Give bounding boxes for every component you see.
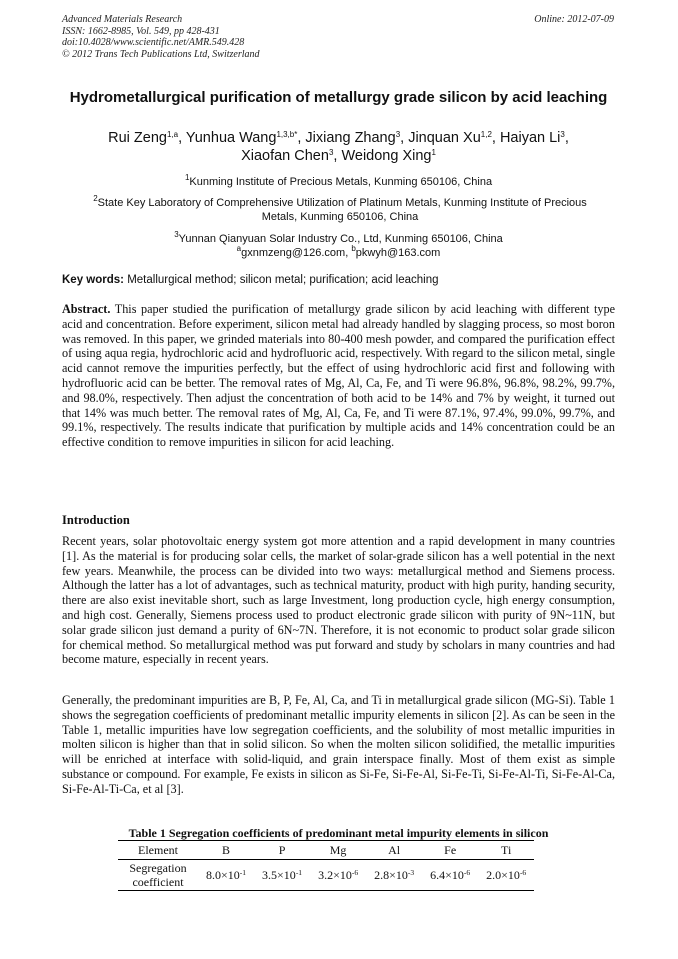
table-header-cell: Element bbox=[118, 841, 198, 860]
segregation-table bbox=[118, 840, 534, 891]
author: Jixiang Zhang$^3$, bbox=[305, 130, 409, 146]
table-header-cell: Mg bbox=[310, 841, 366, 860]
table-cell: $8.0\times 10^{-1}$ bbox=[198, 860, 254, 891]
table-header-cell: Fe bbox=[422, 841, 478, 860]
author: Xiaofan Chen$^3$, bbox=[241, 148, 342, 164]
table-cell: $3.2\times 10^{-6}$ bbox=[310, 860, 366, 891]
email-b: pkwyh@163.com bbox=[355, 247, 441, 259]
author: Yunhua Wang$^{1,3,b*}$, bbox=[185, 130, 306, 146]
doi: doi:10.4028/www.scientific.net/AMR.549.428 bbox=[62, 37, 245, 48]
table-row bbox=[118, 860, 534, 891]
keywords-label: Key words: bbox=[62, 274, 124, 286]
table-header-cell: P bbox=[254, 841, 310, 860]
affiliation-2: $^2$State Key Laboratory of Comprehensive Utilization of Platinum Metals, Kunming Institute of Precious Metals, Kunming 650106, China bbox=[93, 194, 587, 223]
keywords bbox=[62, 274, 615, 286]
paper-title: Hydrometallurgical purification of metallurgy grade silicon by acid leaching bbox=[69, 89, 608, 106]
introduction-paragraph-2: Generally, the predominant impurities are B, P, Fe, Al, Ca, and Ti in metallurgical grade silicon (MG-Si). Table 1 shows the segregation coefficients of predominant metallic impurity elements in silicon [2]. As can be seen in the Table 1, metallic impurities have low segregation coefficients, and the solubility of most metallic impurities in molten silicon is higher than that in solid silicon. So when the molten silicon solidified, the metallic impurities will be enriched at interface with solid-liquid, and grain interspace finally. Most of them exist as simple substance or compound. For example, Fe exists in silicon as Si-Fe, Si-Fe-Al, Si-Fe-Ti, Si-Fe-Al-Ti, Si-Fe-Al-Ca, Si-Fe-Al-Ti-Ca, et al [3]. bbox=[62, 693, 615, 796]
author: Jinquan Xu$^{1,2}$, bbox=[408, 130, 500, 146]
abstract bbox=[62, 302, 615, 450]
table-caption: Table 1 Segregation coefficients of predominant metal impurity elements in silicon bbox=[128, 826, 549, 840]
table-cell: $6.4\times 10^{-6}$ bbox=[422, 860, 478, 891]
introduction-heading: Introduction bbox=[62, 513, 130, 527]
affiliation-1: $^1$Kunming Institute of Precious Metals, Kunming 650106, China bbox=[184, 173, 493, 188]
email-a: gxnmzeng@126.com bbox=[241, 247, 346, 259]
issn: ISSN: 1662-8985, Vol. 549, pp 428-431 bbox=[62, 25, 220, 37]
author: Haiyan Li$^3$, bbox=[499, 130, 569, 146]
table-cell: $2.8\times 10^{-3}$ bbox=[366, 860, 422, 891]
online-date: Online: 2012-07-09 bbox=[534, 14, 614, 25]
table-header-cell: Al bbox=[366, 841, 422, 860]
author-list bbox=[62, 129, 615, 165]
author: Weidong Xing$^1$ bbox=[341, 148, 436, 164]
keywords-text: Metallurgical method; silicon metal; purification; acid leaching bbox=[127, 274, 439, 286]
table-cell: $3.5\times 10^{-1}$ bbox=[254, 860, 310, 891]
affiliation-3: $^3$Yunnan Qianyuan Solar Industry Co., Ltd, Kunming 650106, China bbox=[174, 230, 503, 245]
table-header-cell: Ti bbox=[478, 841, 534, 860]
journal-name: Advanced Materials Research bbox=[62, 14, 183, 25]
table-cell: $2.0\times 10^{-6}$ bbox=[478, 860, 534, 891]
table-header-cell: B bbox=[198, 841, 254, 860]
abstract-label: Abstract. bbox=[62, 302, 111, 316]
author: Rui Zeng$^{1,a}$, bbox=[108, 130, 186, 146]
table-row-label: Segregation coefficient bbox=[118, 860, 198, 891]
journal-header bbox=[62, 14, 260, 60]
introduction-paragraph-1: Recent years, solar photovoltaic energy system got more attention and a rapid development in many countries [1]. As the material is for producing solar cells, the market of solar-grade silicon has a well potential in the next few years. Meanwhile, the process can be divided into two ways: metallurgical method and Siemens process. Although the latter has a lot of advantages, such as technical maturity, product with high purity, handing security, there are also exist inevitable short, such as large Investment, long production cycle, high energy consumption, and high cost. Generally, Siemens process used to product electronic grade silicon with purity of 9N~11N, but solar grade silicon just demand a purity of 6N~7N. Therefore, it is not economic to product solar grade silicon for chemical method. So metallurgical method was put forward and study by scholars in many countries and had become mature, especially in recent years. bbox=[62, 534, 615, 667]
email-line: $^a$gxnmzeng@126.com, $^b$pkwyh@163.com bbox=[236, 244, 441, 259]
copyright: © 2012 Trans Tech Publications Ltd, Switzerland bbox=[62, 48, 260, 60]
abstract-text: This paper studied the purification of metallurgy grade silicon by acid leaching with different type acid and concentration. Before experiment, silicon metal had already handled by slagging process, so most boron was removed. In this paper, we grinded materials into 80-400 mesh powder, and compared the purification effect of using aqua regia, hydrochloric acid and hydrofluoric acid, respectively. With regard to the silicon metal, single acid cannot remove the impurities perfectly, but the effect of using hydrochloric acid first and following with hydrofluoric acid can be better. The removal rates of Mg, Al, Ca, Fe, and Ti were 96.8%, 96.8%, 98.2%, 99.7%, and 98.0%, respectively. Then adjust the concentration of both acid to be 14% and 7% by weight, it turned out that 14% was much better. The removal rates of Mg, Al, Ca, Fe, and Ti were 87.1%, 97.4%, 99.0%, 99.7%, and 99.1%, respectively. The results indicate that purification by multiple acids and 14% concentration could be an effective condition to remove impurities in silicon for acid leaching. bbox=[62, 302, 615, 450]
table-header-row bbox=[118, 841, 534, 860]
